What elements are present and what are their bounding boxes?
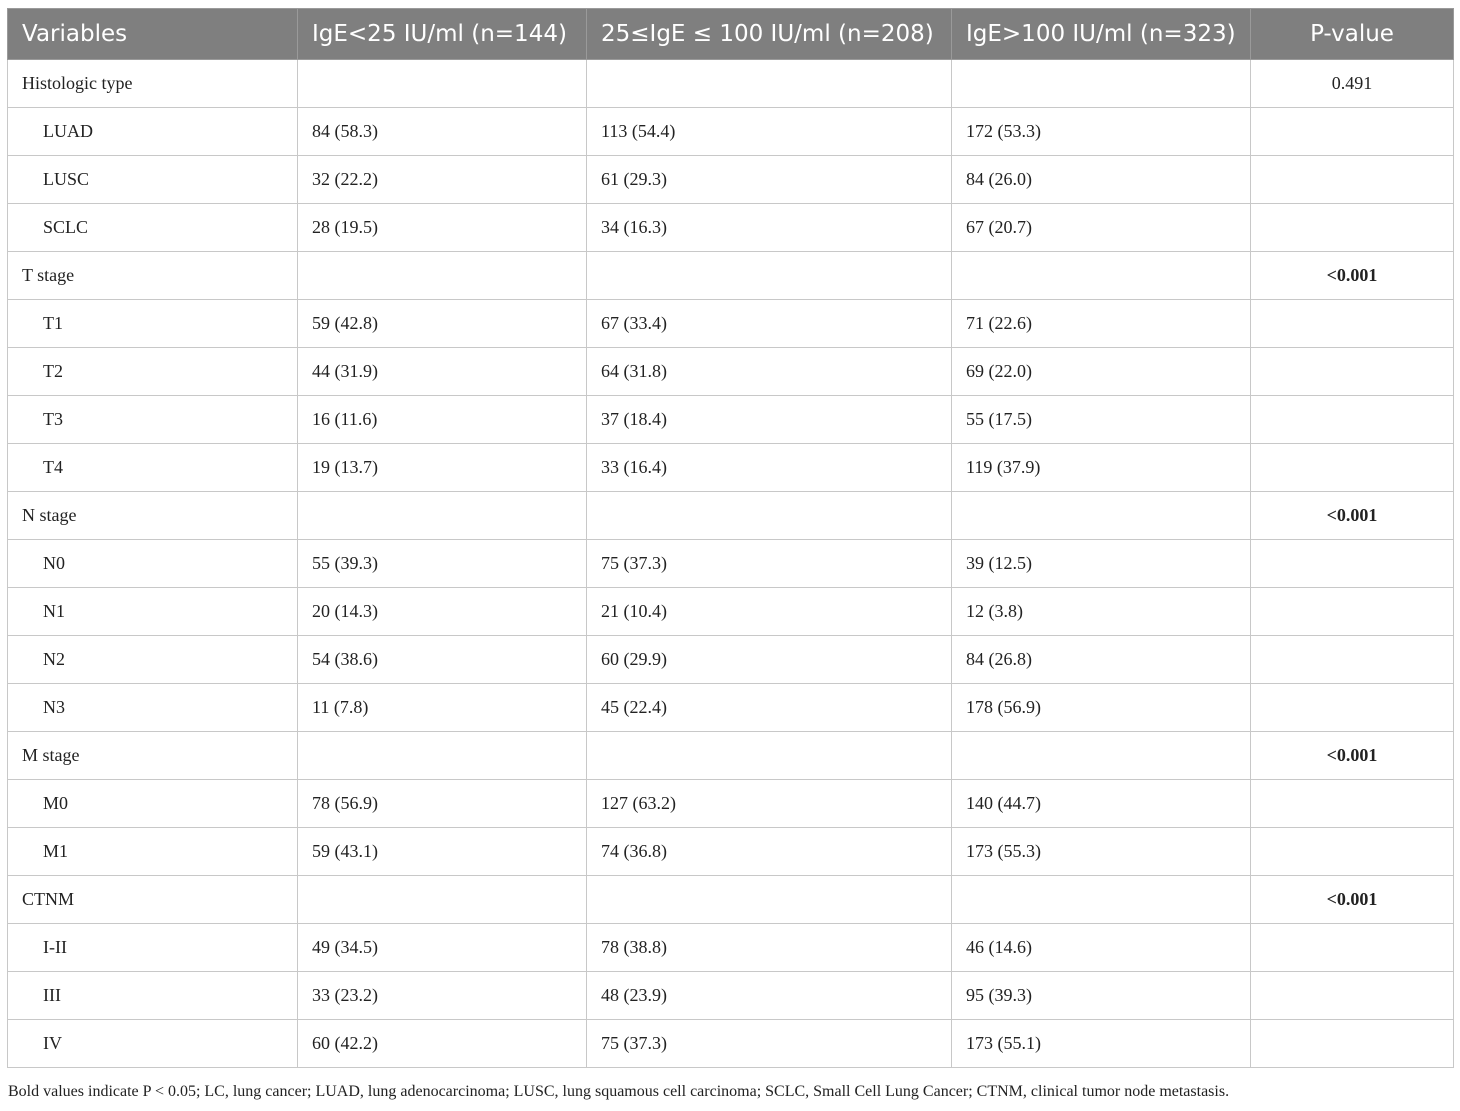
variable-cell: IV <box>8 1020 298 1068</box>
p-value-cell <box>1251 540 1454 588</box>
p-value-cell <box>1251 204 1454 252</box>
ige-mid-cell: 48 (23.9) <box>587 972 952 1020</box>
ige-low-cell: 54 (38.6) <box>298 636 587 684</box>
p-value-cell: <0.001 <box>1251 876 1454 924</box>
ige-high-cell: 173 (55.1) <box>952 1020 1251 1068</box>
ige-low-cell: 60 (42.2) <box>298 1020 587 1068</box>
variable-cell: T3 <box>8 396 298 444</box>
table-row <box>8 348 1454 396</box>
ige-mid-cell: 60 (29.9) <box>587 636 952 684</box>
ige-high-cell: 12 (3.8) <box>952 588 1251 636</box>
ige-low-cell: 28 (19.5) <box>298 204 587 252</box>
p-value-cell <box>1251 972 1454 1020</box>
p-value-cell <box>1251 588 1454 636</box>
variable-cell: Histologic type <box>8 60 298 108</box>
category-row <box>8 60 1454 108</box>
table-row <box>8 396 1454 444</box>
category-row <box>8 492 1454 540</box>
variable-cell: M stage <box>8 732 298 780</box>
ige-mid-cell <box>587 732 952 780</box>
ige-low-cell: 32 (22.2) <box>298 156 587 204</box>
ige-low-cell <box>298 876 587 924</box>
ige-low-cell <box>298 732 587 780</box>
table-row <box>8 204 1454 252</box>
variable-cell: N stage <box>8 492 298 540</box>
ige-mid-cell <box>587 876 952 924</box>
header-variables: Variables <box>8 9 298 60</box>
p-value-cell <box>1251 636 1454 684</box>
variable-cell: III <box>8 972 298 1020</box>
table-row <box>8 156 1454 204</box>
ige-high-cell: 67 (20.7) <box>952 204 1251 252</box>
table-row <box>8 1020 1454 1068</box>
ige-mid-cell <box>587 252 952 300</box>
p-value-cell: 0.491 <box>1251 60 1454 108</box>
ige-high-cell: 173 (55.3) <box>952 828 1251 876</box>
p-value-cell <box>1251 300 1454 348</box>
header-ige-high: IgE>100 IU/ml (n=323) <box>952 9 1251 60</box>
table-body <box>8 60 1454 1068</box>
ige-high-cell: 140 (44.7) <box>952 780 1251 828</box>
ige-low-cell: 55 (39.3) <box>298 540 587 588</box>
ige-high-cell: 46 (14.6) <box>952 924 1251 972</box>
ige-high-cell: 55 (17.5) <box>952 396 1251 444</box>
ige-low-cell: 59 (42.8) <box>298 300 587 348</box>
p-value-cell <box>1251 684 1454 732</box>
ige-mid-cell: 75 (37.3) <box>587 540 952 588</box>
ige-high-cell: 84 (26.0) <box>952 156 1251 204</box>
ige-mid-cell: 21 (10.4) <box>587 588 952 636</box>
ige-mid-cell: 34 (16.3) <box>587 204 952 252</box>
table-row <box>8 924 1454 972</box>
p-value-cell <box>1251 780 1454 828</box>
category-row <box>8 732 1454 780</box>
table-row <box>8 588 1454 636</box>
ige-mid-cell: 61 (29.3) <box>587 156 952 204</box>
ige-high-cell: 69 (22.0) <box>952 348 1251 396</box>
ige-high-cell: 84 (26.8) <box>952 636 1251 684</box>
ige-mid-cell: 75 (37.3) <box>587 1020 952 1068</box>
variable-cell: I-II <box>8 924 298 972</box>
ige-low-cell <box>298 492 587 540</box>
ige-low-cell: 20 (14.3) <box>298 588 587 636</box>
ige-low-cell: 19 (13.7) <box>298 444 587 492</box>
ige-mid-cell: 64 (31.8) <box>587 348 952 396</box>
ige-mid-cell: 127 (63.2) <box>587 780 952 828</box>
ige-low-cell <box>298 60 587 108</box>
ige-mid-cell <box>587 492 952 540</box>
ige-low-cell <box>298 252 587 300</box>
header-ige-mid: 25≤IgE ≤ 100 IU/ml (n=208) <box>587 9 952 60</box>
variable-cell: CTNM <box>8 876 298 924</box>
ige-low-cell: 11 (7.8) <box>298 684 587 732</box>
variable-cell: T stage <box>8 252 298 300</box>
p-value-cell <box>1251 156 1454 204</box>
p-value-cell <box>1251 828 1454 876</box>
table-row <box>8 444 1454 492</box>
table-row <box>8 684 1454 732</box>
ige-high-cell: 39 (12.5) <box>952 540 1251 588</box>
p-value-cell: <0.001 <box>1251 252 1454 300</box>
table-row <box>8 828 1454 876</box>
variable-cell: T2 <box>8 348 298 396</box>
ige-stage-table <box>7 8 1454 1068</box>
header-ige-low: IgE<25 IU/ml (n=144) <box>298 9 587 60</box>
p-value-cell <box>1251 348 1454 396</box>
ige-high-cell: 95 (39.3) <box>952 972 1251 1020</box>
ige-mid-cell: 45 (22.4) <box>587 684 952 732</box>
ige-mid-cell: 33 (16.4) <box>587 444 952 492</box>
header-p-value: P-value <box>1251 9 1454 60</box>
ige-low-cell: 84 (58.3) <box>298 108 587 156</box>
ige-mid-cell: 67 (33.4) <box>587 300 952 348</box>
table-row <box>8 972 1454 1020</box>
variable-cell: T1 <box>8 300 298 348</box>
data-table-container <box>7 8 1453 1068</box>
ige-low-cell: 59 (43.1) <box>298 828 587 876</box>
ige-high-cell: 172 (53.3) <box>952 108 1251 156</box>
variable-cell: SCLC <box>8 204 298 252</box>
ige-low-cell: 49 (34.5) <box>298 924 587 972</box>
p-value-cell <box>1251 444 1454 492</box>
ige-low-cell: 16 (11.6) <box>298 396 587 444</box>
table-footnote: Bold values indicate P < 0.05; LC, lung cancer; LUAD, lung adenocarcinoma; LUSC, lung squamous cell carcinoma; SCLC, Small Cell Lung Cancer; CTNM, clinical tumor node metastasis. <box>8 1083 1230 1100</box>
variable-cell: N1 <box>8 588 298 636</box>
variable-cell: M1 <box>8 828 298 876</box>
p-value-cell <box>1251 396 1454 444</box>
ige-high-cell: 119 (37.9) <box>952 444 1251 492</box>
variable-cell: LUAD <box>8 108 298 156</box>
p-value-cell: <0.001 <box>1251 492 1454 540</box>
category-row <box>8 876 1454 924</box>
ige-high-cell: 178 (56.9) <box>952 684 1251 732</box>
ige-low-cell: 33 (23.2) <box>298 972 587 1020</box>
ige-mid-cell: 113 (54.4) <box>587 108 952 156</box>
variable-cell: N2 <box>8 636 298 684</box>
p-value-cell: <0.001 <box>1251 732 1454 780</box>
p-value-cell <box>1251 108 1454 156</box>
p-value-cell <box>1251 1020 1454 1068</box>
table-header-row <box>8 9 1454 60</box>
ige-mid-cell <box>587 60 952 108</box>
ige-low-cell: 44 (31.9) <box>298 348 587 396</box>
ige-mid-cell: 37 (18.4) <box>587 396 952 444</box>
variable-cell: N0 <box>8 540 298 588</box>
table-row <box>8 540 1454 588</box>
variable-cell: LUSC <box>8 156 298 204</box>
ige-mid-cell: 78 (38.8) <box>587 924 952 972</box>
table-row <box>8 780 1454 828</box>
ige-high-cell <box>952 60 1251 108</box>
ige-high-cell <box>952 732 1251 780</box>
table-row <box>8 108 1454 156</box>
ige-high-cell <box>952 252 1251 300</box>
ige-high-cell: 71 (22.6) <box>952 300 1251 348</box>
p-value-cell <box>1251 924 1454 972</box>
ige-low-cell: 78 (56.9) <box>298 780 587 828</box>
variable-cell: N3 <box>8 684 298 732</box>
ige-mid-cell: 74 (36.8) <box>587 828 952 876</box>
table-row <box>8 636 1454 684</box>
category-row <box>8 252 1454 300</box>
ige-high-cell <box>952 492 1251 540</box>
table-row <box>8 300 1454 348</box>
variable-cell: M0 <box>8 780 298 828</box>
ige-high-cell <box>952 876 1251 924</box>
variable-cell: T4 <box>8 444 298 492</box>
